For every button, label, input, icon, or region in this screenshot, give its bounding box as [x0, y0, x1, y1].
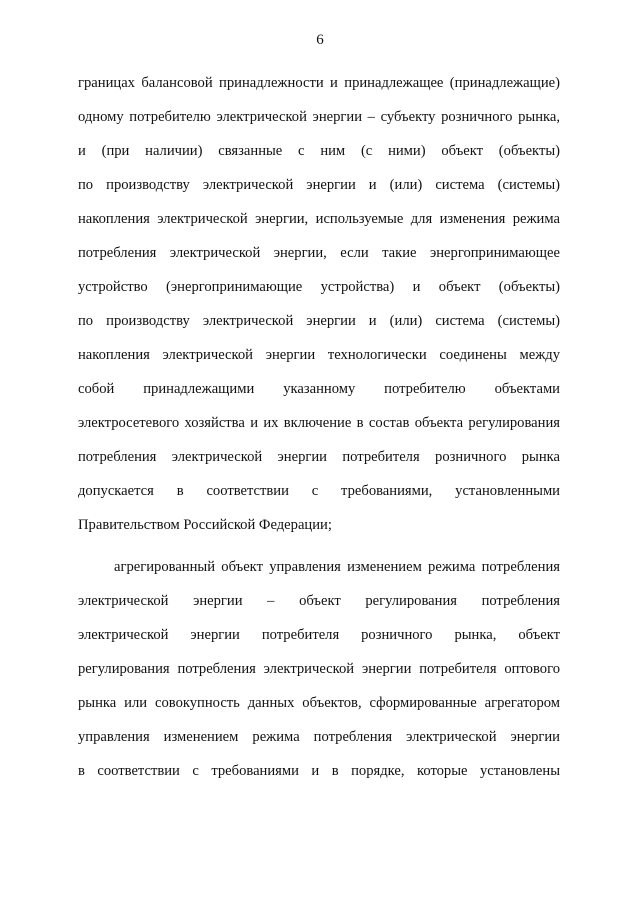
text-line: по производству электрической энергии и (или) система (системы): [78, 177, 560, 193]
text-line: допускается в соответствии с требованиями, установленными: [78, 483, 560, 499]
text-line: электросетевого хозяйства и их включение в состав объекта регулирования: [78, 415, 560, 431]
text-line: устройство (энергопринимающие устройства) и объект (объекты): [78, 279, 560, 295]
page-number: 6: [316, 32, 324, 48]
text-line: потребления электрической энергии потребителя розничного рынка: [78, 449, 560, 465]
text-line: границах балансовой принадлежности и принадлежащее (принадлежащие): [78, 75, 560, 91]
text-line: рынка или совокупность данных объектов, сформированные агрегатором: [78, 695, 560, 711]
text-line: по производству электрической энергии и (или) система (системы): [78, 313, 560, 329]
text-line: регулирования потребления электрической энергии потребителя оптового: [78, 661, 560, 677]
text-line: Правительством Российской Федерации;: [78, 517, 332, 533]
paragraph-definition: [78, 550, 560, 788]
text-line: накопления электрической энергии, используемые для изменения режима: [78, 211, 560, 227]
text-line: агрегированный объект управления изменением режима потребления: [114, 559, 560, 575]
text-line: в соответствии с требованиями и в порядке, которые установлены: [78, 763, 560, 779]
text-line: потребления электрической энергии, если такие энергопринимающее: [78, 245, 560, 261]
text-line: одному потребителю электрической энергии – субъекту розничного рынка,: [78, 109, 560, 125]
text-line: собой принадлежащими указанному потребителю объектами: [78, 381, 560, 397]
paragraph-continuation: [78, 66, 560, 542]
text-line: и (при наличии) связанные с ним (с ними) объект (объекты): [78, 143, 560, 159]
text-line: накопления электрической энергии технологически соединены между: [78, 347, 560, 363]
text-line: управления изменением режима потребления электрической энергии: [78, 729, 560, 745]
text-line: электрической энергии потребителя розничного рынка, объект: [78, 627, 560, 643]
text-line: электрической энергии – объект регулирования потребления: [78, 593, 560, 609]
